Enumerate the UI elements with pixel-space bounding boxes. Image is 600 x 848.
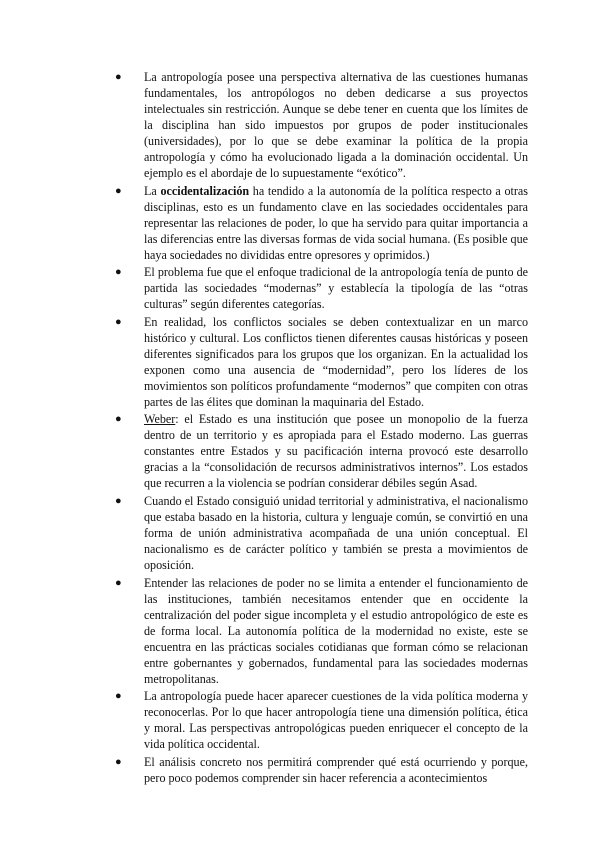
bullet-icon: ● (115, 413, 122, 426)
bullet-icon: ● (115, 266, 122, 279)
paragraph-text: El problema fue que el enfoque tradicional de la antropología tenía de punto de partida las sociedades “modernas” y establecía la tipología de las “otras culturas” según diferentes categorías. (144, 265, 528, 312)
paragraph-text: Entender las relaciones de poder no se limita a entender el funcionamiento de las instituciones, también necesitamos entender que en occidente la centralización del poder sigue incompleta y el estudio antropológico de este es de forma local. La autonomía política de la modernidad no existe, este se encuentra en las prácticas sociales cotidianas que forman cómo se relacionan entre gobernantes y gobernados, fundamental para las sociedades modernas metropolitanas. (144, 575, 528, 686)
list-item (115, 264, 528, 312)
paragraph-text: Cuando el Estado consiguió unidad territorial y administrativa, el nacionalismo que estaba basado en la historia, cultura y lenguaje común, se convirtió en una forma de unión administrativa acompañada de una unión conceptual. El nacionalismo es de carácter político y también se presta a movimientos de oposición. (144, 493, 528, 572)
list-item (115, 575, 528, 687)
paragraph-text: La antropología puede hacer aparecer cuestiones de la vida política moderna y reconocerlas. Por lo que hacer antropología tiene una dimensión política, ética y moral. Las perspectivas antropológicas pueden enriquecer el concepto de la vida política occidental. (144, 689, 528, 752)
bullet-icon: ● (115, 315, 122, 328)
paragraph-text: La antropología posee una perspectiva alternativa de las cuestiones humanas fundamentales, los antropólogos no deben dedicarse a sus proyectos intelectuales sin restricción. Aunque se debe tener en cuenta que los límites de la disciplina han sido impuestos por grupos de poder institucionales (universidades), por lo que se debe examinar la política de la propia antropología y cómo ha evolucionado ligada a la dominación occidental. Un ejemplo es el abordaje de lo supuestamente “exótico”. (144, 70, 528, 180)
bullet-icon: ● (115, 71, 122, 83)
list-item (115, 754, 528, 786)
list-item (115, 411, 528, 491)
paragraph-text: : el Estado es una institución que posee un monopolio de la fuerza dentro de un territorio y es apropiada para el Estado moderno. Las guerras constantes entre Estados y su pacificación interna provocó este desarrollo gracias a la “consolidación de recursos administrativos internos”. Los estados que recurren a la violencia se podrían considerar débiles según Asad. (144, 412, 528, 491)
bullet-list (115, 69, 528, 787)
paragraph-text-lead: La (144, 183, 161, 198)
bold-term: occidentalización (160, 183, 250, 198)
list-item (115, 314, 528, 410)
bullet-icon: ● (115, 576, 122, 589)
list-item (115, 493, 528, 573)
bullet-icon: ● (115, 494, 122, 507)
list-item (115, 69, 528, 181)
bullet-icon: ● (115, 755, 122, 768)
bullet-icon: ● (115, 184, 122, 197)
list-item (115, 183, 528, 263)
paragraph-text: El análisis concreto nos permitirá comprender qué está ocurriendo y porque, pero poco podemos comprender sin hacer referencia a acontecimientos (144, 754, 528, 785)
underlined-term: Weber (144, 412, 176, 427)
bullet-icon: ● (115, 690, 122, 703)
list-item (115, 688, 528, 752)
paragraph-text: En realidad, los conflictos sociales se deben contextualizar en un marco histórico y cultural. Los conflictos tienen diferentes causas históricas y poseen diferentes significados para los grupos que los organizan. En la actualidad los exponen como una ausencia de “modernidad”, pero los líderes de los movimientos son políticos profundamente “modernos” que compiten con otras partes de las élites que dominan la maquinaria del Estado. (144, 314, 528, 409)
paragraph-text: ha tendido a la autonomía de la política respecto a otras disciplinas, esto es un fundamento clave en las sociedades occidentales para representar las relaciones de poder, lo que ha servido para quitar importancia a las diferencias entre las diversas formas de vida social humana. (Es posible que haya sociedades no divididas entre opresores y oprimidos.) (144, 183, 528, 262)
